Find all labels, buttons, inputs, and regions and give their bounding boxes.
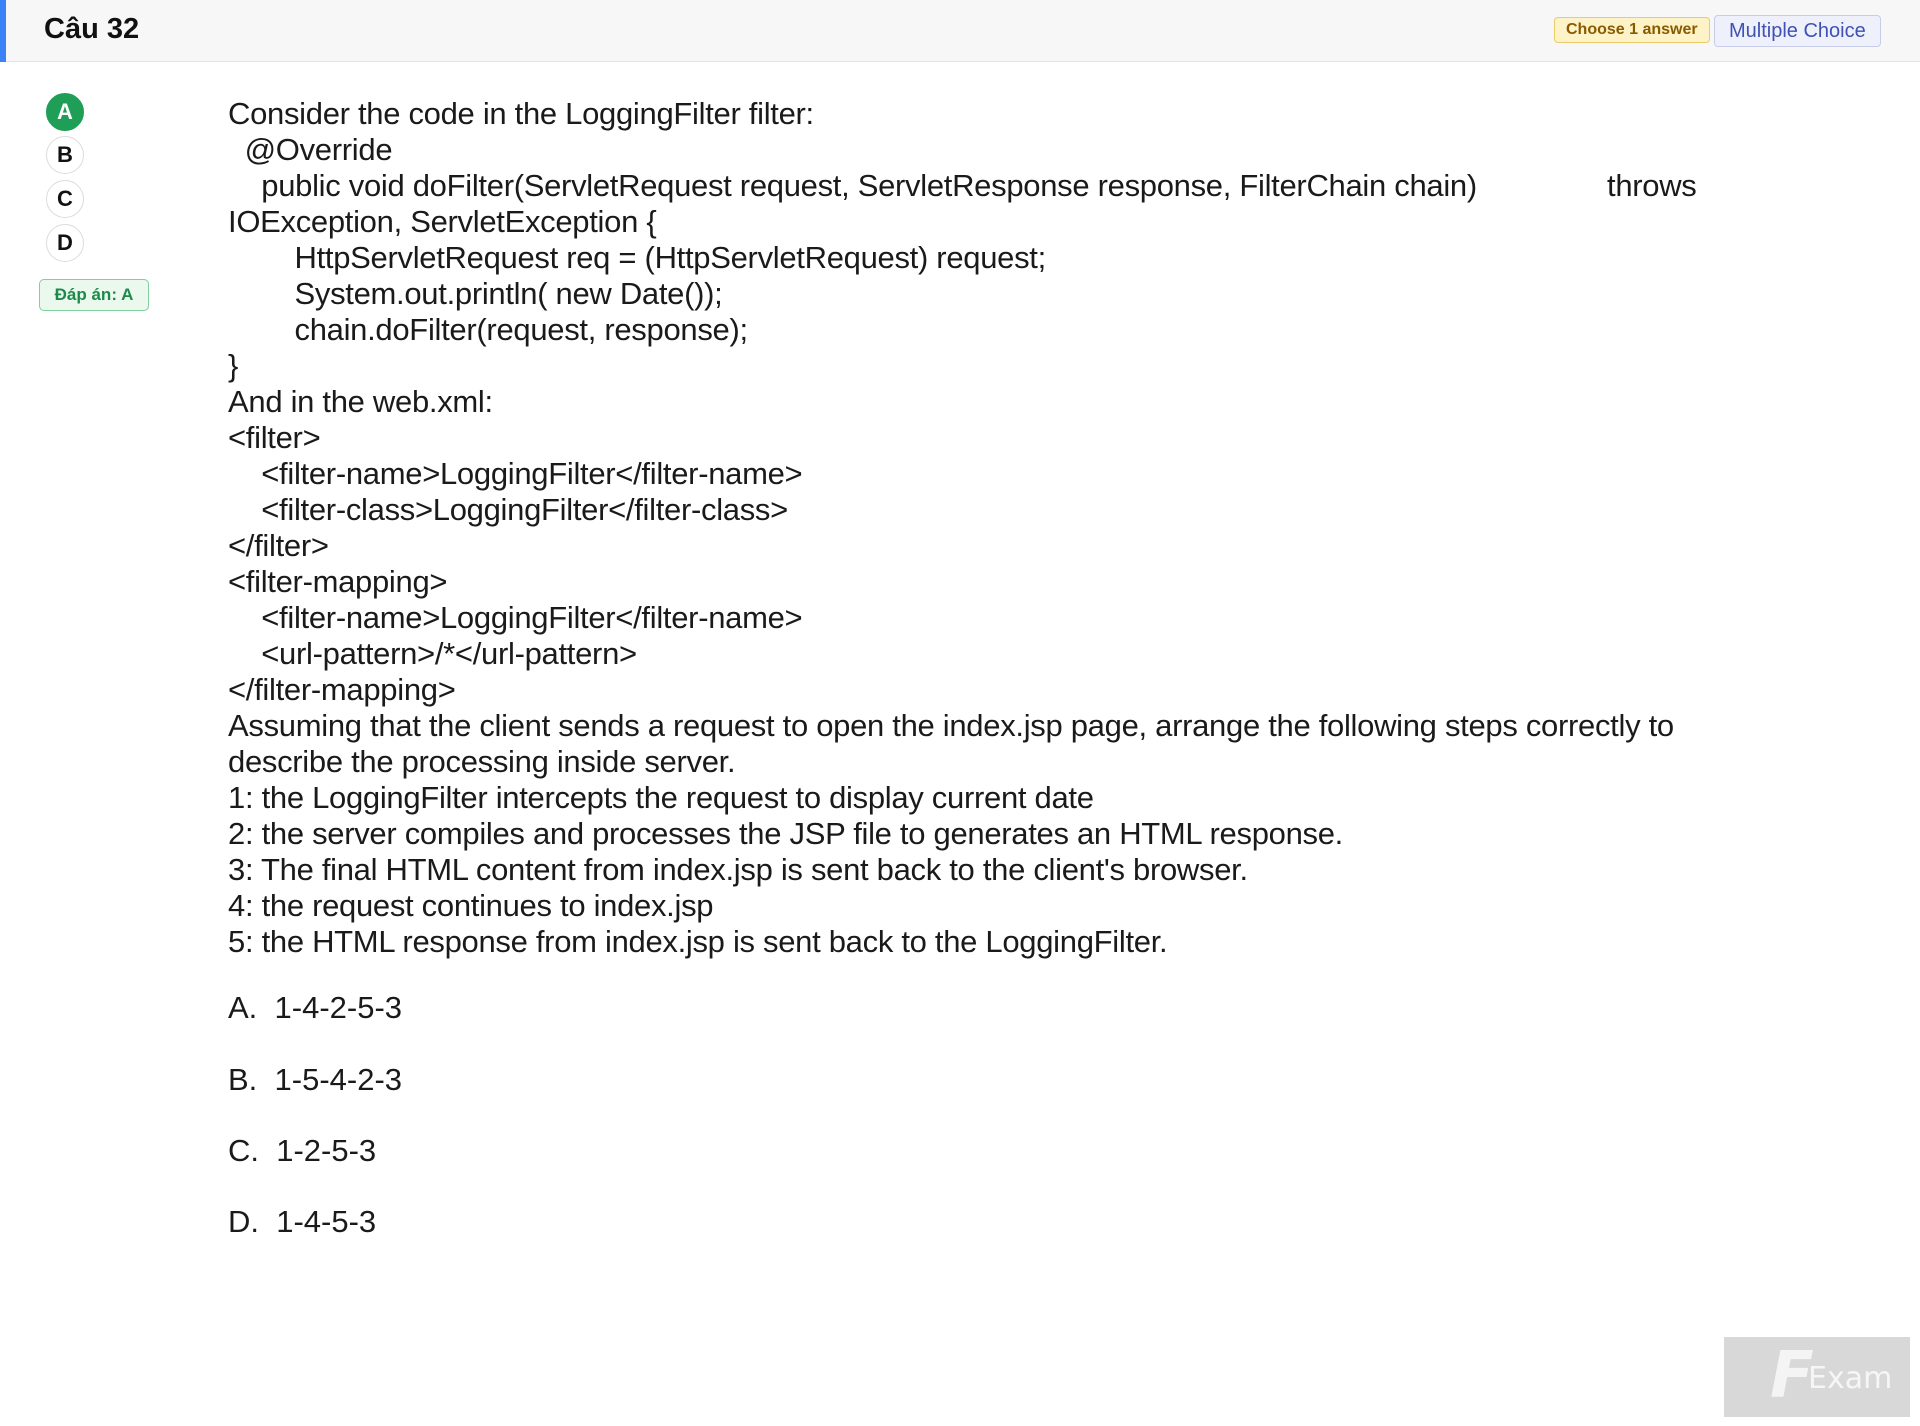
question-line: IOException, ServletException { <box>228 204 657 239</box>
question-line: <filter-name>LoggingFilter</filter-name> <box>228 456 803 491</box>
option-c-button[interactable]: C <box>46 180 84 218</box>
question-line: 4: the request continues to index.jsp <box>228 888 714 923</box>
answer-choice-a[interactable]: A. 1-4-2-5-3 <box>228 990 403 1025</box>
question-line: Assuming that the client sends a request to open the index.jsp page, arrange the following steps correctly to <box>228 708 1674 743</box>
option-b-button[interactable]: B <box>46 136 84 174</box>
question-line: } <box>228 348 239 383</box>
question-line-text: public void doFilter(ServletRequest request, ServletResponse response, FilterChain chain) <box>228 168 1477 203</box>
header-accent-bar <box>0 0 6 62</box>
watermark-logo-text: Exam <box>1808 1361 1893 1396</box>
question-header <box>0 0 1920 62</box>
question-line: </filter> <box>228 528 329 563</box>
question-line: <filter-class>LoggingFilter</filter-class> <box>228 492 788 527</box>
question-line: 2: the server compiles and processes the JSP file to generates an HTML response. <box>228 816 1343 851</box>
question-line: @Override <box>228 132 393 167</box>
question-line: HttpServletRequest req = (HttpServletRequest) request; <box>228 240 1046 275</box>
fu-exam-watermark-logo <box>1724 1337 1910 1417</box>
question-body <box>228 96 1788 960</box>
question-line: <url-pattern>/*</url-pattern> <box>228 636 637 671</box>
option-a-button[interactable]: A <box>46 93 84 131</box>
question-line: </filter-mapping> <box>228 672 456 707</box>
question-line: And in the web.xml: <box>228 384 493 419</box>
correct-answer-badge: Đáp án: A <box>39 279 149 311</box>
question-line: chain.doFilter(request, response); <box>228 312 748 347</box>
question-line: Consider the code in the LoggingFilter filter: <box>228 96 814 131</box>
question-line: <filter-mapping> <box>228 564 448 599</box>
question-line: 3: The final HTML content from index.jsp is sent back to the client's browser. <box>228 852 1248 887</box>
question-line: 1: the LoggingFilter intercepts the request to display current date <box>228 780 1094 815</box>
question-line: 5: the HTML response from index.jsp is sent back to the LoggingFilter. <box>228 924 1168 959</box>
question-line: <filter-name>LoggingFilter</filter-name> <box>228 600 803 635</box>
watermark-logo-mark: F <box>1770 1339 1814 1413</box>
answer-choice-d[interactable]: D. 1-4-5-3 <box>228 1204 377 1239</box>
question-type-badge: Multiple Choice <box>1714 15 1881 47</box>
question-line: <filter> <box>228 420 321 455</box>
choose-count-badge: Choose 1 answer <box>1554 17 1710 43</box>
question-line: System.out.println( new Date()); <box>228 276 723 311</box>
question-title: Câu 32 <box>44 13 140 45</box>
throws-keyword: throws <box>1607 168 1697 203</box>
question-line: describe the processing inside server. <box>228 744 736 779</box>
question-line <box>228 168 1788 204</box>
answer-choice-b[interactable]: B. 1-5-4-2-3 <box>228 1062 403 1097</box>
answer-choice-c[interactable]: C. 1-2-5-3 <box>228 1133 377 1168</box>
option-d-button[interactable]: D <box>46 224 84 262</box>
